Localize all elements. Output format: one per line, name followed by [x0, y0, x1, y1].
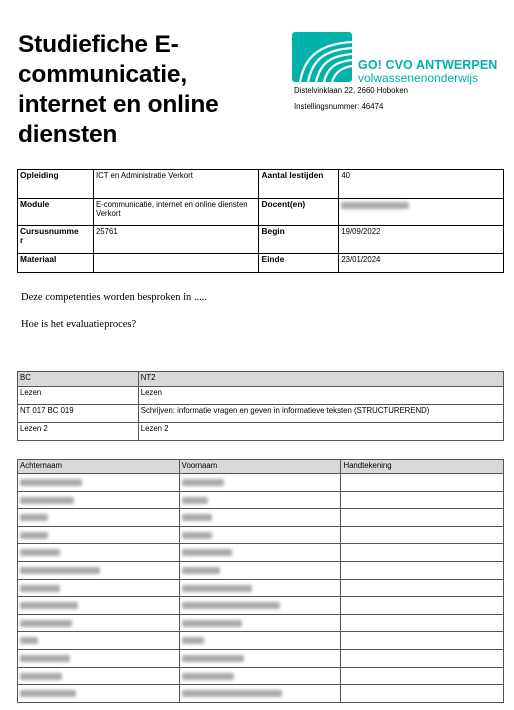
handtekening-cell	[341, 597, 504, 615]
voornaam-cell	[179, 685, 341, 703]
voornaam-cell	[179, 491, 341, 509]
voornaam-cell	[179, 579, 341, 597]
handtekening-cell	[341, 544, 504, 562]
voornaam-cell	[179, 474, 341, 492]
redacted-name	[20, 497, 74, 504]
institution-address: Distelvinklaan 22, 2660 Hoboken	[294, 86, 408, 95]
lestijden-value: 40	[339, 170, 504, 199]
table-cell: Schrijven: informatie vragen en geven in informatieve teksten (STRUCTUREREND)	[138, 405, 503, 423]
achternaam-cell	[18, 614, 180, 632]
achternaam-cell	[18, 561, 180, 579]
handtekening-cell	[341, 526, 504, 544]
title-line: communicatie,	[18, 61, 187, 88]
voornaam-cell	[179, 561, 341, 579]
voornaam-cell	[179, 614, 341, 632]
table-cell: Lezen 2	[18, 423, 139, 441]
table-row	[18, 509, 504, 527]
table-row	[18, 226, 504, 254]
voornaam-cell	[179, 526, 341, 544]
achternaam-cell	[18, 526, 180, 544]
docent-value	[339, 199, 504, 226]
begin-value: 19/09/2022	[339, 226, 504, 254]
institution-name: GO! CVO ANTWERPEN	[358, 58, 498, 72]
competenties-question: Deze competenties worden besproken in .....	[21, 292, 208, 303]
column-header: Achternaam	[18, 460, 180, 474]
table-cell: NT 017 BC 019	[18, 405, 139, 423]
table-cell: Lezen 2	[138, 423, 503, 441]
lestijden-label: Aantal lestijden	[259, 170, 339, 199]
voornaam-cell	[179, 667, 341, 685]
achternaam-cell	[18, 685, 180, 703]
module-label: Module	[18, 199, 94, 226]
column-header: NT2	[138, 372, 503, 387]
table-row	[18, 199, 504, 226]
redacted-name	[182, 567, 220, 574]
handtekening-cell	[341, 509, 504, 527]
column-header: Handtekening	[341, 460, 504, 474]
redacted-name	[20, 602, 78, 609]
begin-label: Begin	[259, 226, 339, 254]
achternaam-cell	[18, 632, 180, 650]
voornaam-cell	[179, 509, 341, 527]
redacted-name	[20, 514, 48, 521]
redacted-name	[20, 479, 82, 486]
voornaam-cell	[179, 649, 341, 667]
redacted-name	[182, 497, 208, 504]
handtekening-cell	[341, 614, 504, 632]
attendance-table	[17, 459, 504, 703]
module-value: E-communicatie, internet en online diensten Verkort	[93, 199, 259, 226]
materiaal-label: Materiaal	[18, 254, 94, 273]
redacted-name	[182, 549, 232, 556]
table-row	[18, 579, 504, 597]
redacted-name	[20, 690, 76, 697]
table-row	[18, 170, 504, 199]
table-row	[18, 597, 504, 615]
handtekening-cell	[341, 632, 504, 650]
page-title	[18, 30, 288, 150]
table-row	[18, 526, 504, 544]
title-line: internet en online	[18, 91, 219, 118]
achternaam-cell	[18, 597, 180, 615]
column-header: Voornaam	[179, 460, 341, 474]
title-line: Studiefiche E-	[18, 31, 179, 58]
institution-logo	[292, 32, 352, 82]
title-line: diensten	[18, 121, 118, 148]
cursusnummer-value: 25761	[93, 226, 259, 254]
table-row	[18, 491, 504, 509]
course-info-table	[17, 169, 504, 273]
redacted-name	[182, 532, 212, 539]
column-header: BC	[18, 372, 139, 387]
table-row	[18, 649, 504, 667]
table-row	[18, 474, 504, 492]
redacted-name	[182, 673, 234, 680]
table-row	[18, 685, 504, 703]
competence-table	[17, 371, 504, 441]
table-row	[18, 632, 504, 650]
table-row	[18, 254, 504, 273]
redacted-name	[20, 673, 62, 680]
opleiding-value: ICT en Administratie Verkort	[93, 170, 259, 199]
redacted-name	[182, 637, 204, 644]
handtekening-cell	[341, 474, 504, 492]
institution-number: Instellingsnummer: 46474	[294, 102, 384, 111]
redacted-name	[182, 479, 224, 486]
achternaam-cell	[18, 474, 180, 492]
achternaam-cell	[18, 544, 180, 562]
institution-subtitle: volwassenenonderwijs	[358, 71, 479, 85]
handtekening-cell	[341, 649, 504, 667]
voornaam-cell	[179, 632, 341, 650]
redacted-name	[20, 637, 38, 644]
cursusnummer-label: Cursusnumme r	[18, 226, 94, 254]
achternaam-cell	[18, 491, 180, 509]
handtekening-cell	[341, 491, 504, 509]
einde-value: 23/01/2024	[339, 254, 504, 273]
handtekening-cell	[341, 561, 504, 579]
redacted-name	[20, 620, 72, 627]
table-row	[18, 405, 504, 423]
handtekening-cell	[341, 667, 504, 685]
redacted-name	[182, 514, 212, 521]
table-row	[18, 614, 504, 632]
table-row	[18, 423, 504, 441]
redacted-name	[182, 690, 282, 697]
redacted-name	[182, 655, 244, 662]
achternaam-cell	[18, 509, 180, 527]
voornaam-cell	[179, 597, 341, 615]
voornaam-cell	[179, 544, 341, 562]
achternaam-cell	[18, 579, 180, 597]
redacted-name	[341, 202, 409, 209]
table-cell: Lezen	[138, 387, 503, 405]
table-row	[18, 667, 504, 685]
redacted-name	[20, 655, 70, 662]
redacted-name	[20, 567, 100, 574]
handtekening-cell	[341, 685, 504, 703]
redacted-name	[20, 532, 48, 539]
redacted-name	[182, 585, 252, 592]
achternaam-cell	[18, 649, 180, 667]
materiaal-value	[93, 254, 259, 273]
table-row	[18, 544, 504, 562]
einde-label: Einde	[259, 254, 339, 273]
table-cell: Lezen	[18, 387, 139, 405]
redacted-name	[20, 585, 60, 592]
table-row	[18, 561, 504, 579]
opleiding-label: Opleiding	[18, 170, 94, 199]
docent-label: Docent(en)	[259, 199, 339, 226]
table-row	[18, 387, 504, 405]
redacted-name	[182, 620, 242, 627]
handtekening-cell	[341, 579, 504, 597]
evaluatie-question: Hoe is het evaluatieproces?	[21, 319, 137, 330]
attendance-rows	[18, 474, 504, 703]
achternaam-cell	[18, 667, 180, 685]
table-header-row	[18, 460, 504, 474]
table-header-row	[18, 372, 504, 387]
redacted-name	[20, 549, 60, 556]
redacted-name	[182, 602, 280, 609]
